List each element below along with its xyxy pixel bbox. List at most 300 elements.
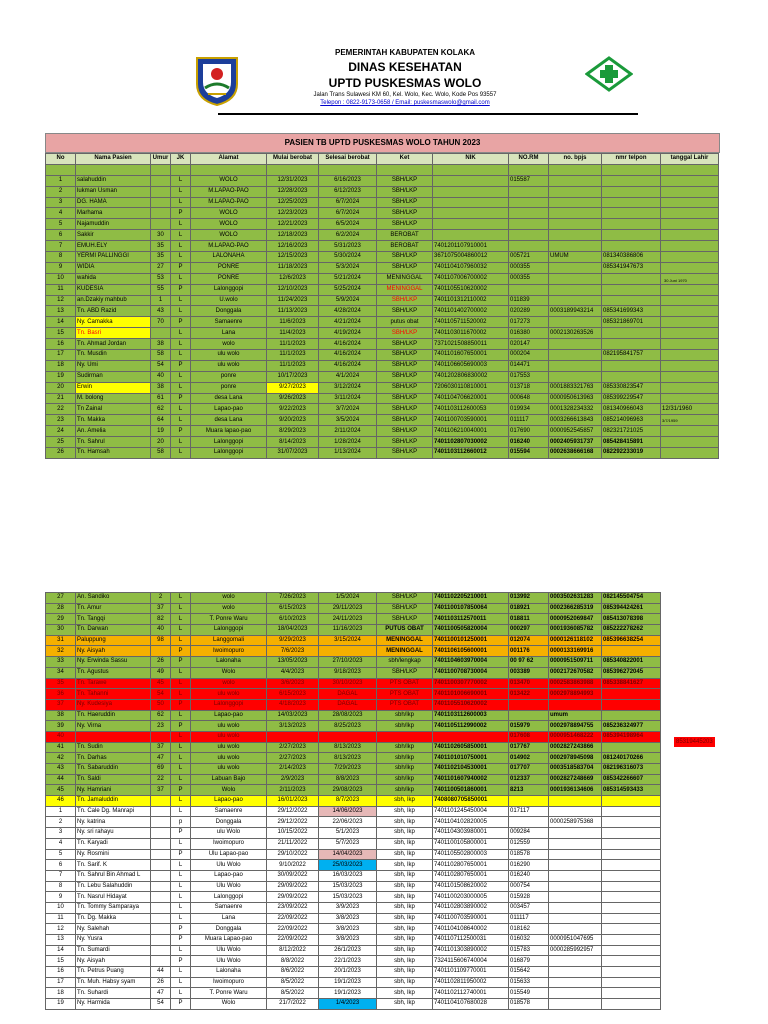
table-cell: 7401101312110002 bbox=[433, 295, 509, 306]
table-cell: 1 bbox=[46, 175, 76, 186]
table-cell: 5/25/2024 bbox=[319, 284, 377, 295]
table-cell: SBH/LKP bbox=[377, 252, 433, 263]
table-cell: desa Lana bbox=[191, 393, 267, 404]
table-cell: 44 bbox=[151, 967, 171, 978]
table-cell: 5/7/2023 bbox=[319, 838, 377, 849]
table-cell: 47 bbox=[151, 988, 171, 999]
table-cell: L bbox=[171, 252, 191, 263]
table-cell: 45 bbox=[46, 785, 76, 796]
table-cell: 7401102803890002 bbox=[433, 902, 509, 913]
table-cell bbox=[151, 945, 171, 956]
table-cell bbox=[602, 806, 661, 817]
table-cell bbox=[171, 164, 191, 175]
table-cell: 16/01/2023 bbox=[267, 796, 319, 807]
table-cell: Tn. Sabaruddin bbox=[76, 764, 151, 775]
table-cell bbox=[549, 295, 602, 306]
table-cell bbox=[661, 437, 719, 448]
table-cell: 8/8/2022 bbox=[267, 956, 319, 967]
table-cell: 1/13/2024 bbox=[319, 448, 377, 459]
table-cell bbox=[602, 838, 661, 849]
table-cell: 4/21/2024 bbox=[319, 317, 377, 328]
table-cell: PTS OBAT bbox=[377, 678, 433, 689]
table-cell: 7401101109770001 bbox=[433, 967, 509, 978]
table-cell bbox=[549, 838, 602, 849]
table-cell: Tn. Sarif. K bbox=[76, 860, 151, 871]
table-cell: 2/14/2023 bbox=[267, 764, 319, 775]
table-cell: 082145504754 bbox=[602, 593, 661, 604]
table-cell bbox=[509, 817, 549, 828]
table-cell: wolo bbox=[191, 593, 267, 604]
table-cell: WIDIA bbox=[76, 262, 151, 273]
puskesmas-logo-icon bbox=[585, 56, 633, 92]
table-cell: L bbox=[171, 241, 191, 252]
contact-link[interactable]: Telepon : 0822-9173-0658 / Email: puskesmaswolo@gmail.com bbox=[320, 100, 490, 106]
table-cell: 82 bbox=[151, 614, 171, 625]
table-cell: Tn. Agustus bbox=[76, 667, 151, 678]
table-cell: 016240 bbox=[509, 437, 549, 448]
table-cell: 7401101010750001 bbox=[433, 753, 509, 764]
table-cell: BEROBAT bbox=[377, 230, 433, 241]
table-cell: ulu wolo bbox=[191, 753, 267, 764]
table-cell: P bbox=[171, 284, 191, 295]
table-cell bbox=[319, 731, 377, 742]
table-cell: 11/6/2023 bbox=[267, 317, 319, 328]
table-cell: 8 bbox=[46, 881, 76, 892]
table-cell: 085394424261 bbox=[602, 603, 661, 614]
table-cell: 13 bbox=[46, 306, 76, 317]
table-cell bbox=[549, 796, 602, 807]
table-cell: 12/28/2023 bbox=[267, 186, 319, 197]
table-cell: 7401100307770002 bbox=[433, 678, 509, 689]
table-row bbox=[46, 284, 719, 295]
table-cell: 6/2/2024 bbox=[319, 230, 377, 241]
table-cell bbox=[151, 924, 171, 935]
table-cell: 38 bbox=[151, 382, 171, 393]
table-cell: DG. HAMA bbox=[76, 197, 151, 208]
table-cell: 14 bbox=[46, 317, 76, 328]
table-cell: L bbox=[171, 197, 191, 208]
table-cell bbox=[602, 935, 661, 946]
table-cell: 085330823547 bbox=[602, 382, 661, 393]
table-cell: 015549 bbox=[509, 988, 549, 999]
table-cell: 016032 bbox=[509, 935, 549, 946]
table-cell: 61 bbox=[151, 393, 171, 404]
table-row bbox=[46, 753, 661, 764]
table-cell: L bbox=[171, 339, 191, 350]
table-cell bbox=[602, 945, 661, 956]
table-row bbox=[46, 219, 719, 230]
table-cell: 30 bbox=[151, 230, 171, 241]
table-cell: 7401101607650001 bbox=[433, 350, 509, 361]
table-cell: Donggala bbox=[191, 817, 267, 828]
table-cell: 0003189943214 bbox=[549, 306, 602, 317]
table-cell bbox=[602, 230, 661, 241]
table-cell: P bbox=[171, 849, 191, 860]
table-cell: 17 bbox=[46, 977, 76, 988]
table-cell: 2/9/2023 bbox=[267, 774, 319, 785]
table-cell bbox=[661, 262, 719, 273]
table-cell: 22/06/2023 bbox=[319, 817, 377, 828]
table-cell: 24 bbox=[46, 426, 76, 437]
table-cell: 62 bbox=[151, 710, 171, 721]
table-cell: L bbox=[171, 764, 191, 775]
table-cell: P bbox=[171, 426, 191, 437]
table-cell: Ny. katrina bbox=[76, 817, 151, 828]
table-row bbox=[46, 208, 719, 219]
table-cell: 19/1/2023 bbox=[319, 988, 377, 999]
table-cell: salahuddin bbox=[76, 175, 151, 186]
table-row bbox=[46, 785, 661, 796]
table-cell: sbh, lkp bbox=[377, 881, 433, 892]
table-cell: 11/1/2023 bbox=[267, 360, 319, 371]
table-cell: Marhama bbox=[76, 208, 151, 219]
table-cell: 69 bbox=[151, 764, 171, 775]
table-cell: sbh, lkp bbox=[377, 988, 433, 999]
table-cell bbox=[661, 208, 719, 219]
table-cell bbox=[151, 913, 171, 924]
table-cell: 22/09/2022 bbox=[267, 924, 319, 935]
table-cell: sbh/lkp bbox=[377, 742, 433, 753]
table-cell: 7401102112740001 bbox=[433, 988, 509, 999]
table-cell bbox=[661, 371, 719, 382]
table-cell: SBH/LKP bbox=[377, 382, 433, 393]
table-cell: 4/28/2024 bbox=[319, 306, 377, 317]
table-row bbox=[46, 230, 719, 241]
table-cell: Tn. Amur bbox=[76, 603, 151, 614]
table-cell: sbh, lkp bbox=[377, 956, 433, 967]
table-cell: 014902 bbox=[509, 753, 549, 764]
table-cell: 016380 bbox=[509, 328, 549, 339]
column-header: No bbox=[46, 154, 76, 165]
table-cell: Ny. Salehah bbox=[76, 924, 151, 935]
table-cell: Muara Lapao-pao bbox=[191, 935, 267, 946]
table-cell: 36 bbox=[46, 689, 76, 700]
table-cell: 018578 bbox=[509, 999, 549, 1010]
table-cell: 7401102807030002 bbox=[433, 437, 509, 448]
table-cell: L bbox=[171, 678, 191, 689]
column-header: tanggal Lahir bbox=[661, 154, 719, 165]
table-cell: Tn. Saldi bbox=[76, 774, 151, 785]
table-cell: L bbox=[171, 806, 191, 817]
table-cell: 082292233019 bbox=[602, 448, 661, 459]
table-cell: 085428415891 bbox=[602, 437, 661, 448]
table-cell: 9/10/2022 bbox=[267, 860, 319, 871]
table-cell: 6/10/2023 bbox=[267, 614, 319, 625]
table-cell bbox=[661, 219, 719, 230]
table-cell: 6/15/2023 bbox=[267, 603, 319, 614]
table-cell: 34 bbox=[46, 667, 76, 678]
table-cell: 11/18/2023 bbox=[267, 262, 319, 273]
table-cell: 7401101508620002 bbox=[433, 881, 509, 892]
table-cell: BEROBAT bbox=[377, 241, 433, 252]
table-cell: 26/1/2023 bbox=[319, 945, 377, 956]
table-cell bbox=[602, 881, 661, 892]
table-cell: 17 bbox=[46, 350, 76, 361]
table-cell: SBH/LKP bbox=[377, 360, 433, 371]
table-cell: 7401102104530001 bbox=[433, 764, 509, 775]
table-cell: sbh, lkp bbox=[377, 902, 433, 913]
table-cell bbox=[602, 870, 661, 881]
table-cell: 7401101303890002 bbox=[433, 945, 509, 956]
letterhead bbox=[0, 0, 768, 130]
table-cell: 000648 bbox=[509, 393, 549, 404]
table-cell: 2/11/2023 bbox=[267, 785, 319, 796]
column-header: Mulai berobat bbox=[267, 154, 319, 165]
table-cell: Lapao-pao bbox=[191, 870, 267, 881]
table-cell: 2 bbox=[46, 186, 76, 197]
table-cell: 58 bbox=[151, 350, 171, 361]
table-cell: Ny. Harmida bbox=[76, 999, 151, 1010]
table-cell: SBH/LKP bbox=[377, 306, 433, 317]
table-cell: 38 bbox=[151, 339, 171, 350]
table-cell: L bbox=[171, 967, 191, 978]
table-cell: sbh, lkp bbox=[377, 817, 433, 828]
table-cell: P bbox=[171, 360, 191, 371]
table-cell: 7401103112660012 bbox=[433, 448, 509, 459]
table-cell: 7401101607940002 bbox=[433, 774, 509, 785]
table-cell: 22/1/2023 bbox=[319, 956, 377, 967]
table-cell: L bbox=[171, 988, 191, 999]
table-cell: 12/21/2023 bbox=[267, 219, 319, 230]
table-cell: wolo bbox=[191, 603, 267, 614]
table-cell: 7401104107960032 bbox=[433, 262, 509, 273]
table-row bbox=[46, 977, 661, 988]
table-cell: 7401102807650001 bbox=[433, 860, 509, 871]
column-header: Nama Pasien bbox=[76, 154, 151, 165]
table-cell: 6/5/2024 bbox=[319, 219, 377, 230]
table-cell bbox=[433, 731, 509, 742]
table-cell: 085338841627 bbox=[602, 678, 661, 689]
table-row bbox=[46, 426, 719, 437]
table-cell bbox=[549, 999, 602, 1010]
table-cell: sbh, lkp bbox=[377, 806, 433, 817]
table-cell bbox=[602, 699, 661, 710]
table-cell: L bbox=[171, 593, 191, 604]
table-cell: 9/20/2023 bbox=[267, 415, 319, 426]
table-row bbox=[46, 924, 661, 935]
table-cell bbox=[602, 371, 661, 382]
table-cell: 11/24/2023 bbox=[267, 295, 319, 306]
table-cell: 33 bbox=[46, 657, 76, 668]
table-cell: Donggala bbox=[191, 306, 267, 317]
table-cell: 7401101402700002 bbox=[433, 306, 509, 317]
table-row bbox=[46, 689, 661, 700]
table-cell: 41 bbox=[46, 742, 76, 753]
table-cell: MENINGGAL bbox=[377, 635, 433, 646]
table-cell: 082196316073 bbox=[602, 764, 661, 775]
table-cell: 18/04/2023 bbox=[267, 625, 319, 636]
table-cell: 001176 bbox=[509, 646, 549, 657]
table-cell: Lalonaha bbox=[191, 657, 267, 668]
table-row bbox=[46, 764, 661, 775]
table-cell: Ulu Wolo bbox=[191, 945, 267, 956]
table-cell: 011839 bbox=[509, 295, 549, 306]
table-row bbox=[46, 339, 719, 350]
table-cell: 26 bbox=[151, 977, 171, 988]
table-cell bbox=[602, 689, 661, 700]
table-cell: 27 bbox=[151, 262, 171, 273]
table-cell: 2 bbox=[46, 817, 76, 828]
table-cell: PTS OBAT bbox=[377, 689, 433, 700]
table-cell: SBH/LKP bbox=[377, 393, 433, 404]
table-cell: sbh, lkp bbox=[377, 860, 433, 871]
table-cell: 7401100203000005 bbox=[433, 892, 509, 903]
table-cell: 11/4/2023 bbox=[267, 328, 319, 339]
table-cell: 0002172670582 bbox=[549, 667, 602, 678]
table-row bbox=[46, 731, 661, 742]
table-row bbox=[46, 935, 661, 946]
table-cell: 12/18/2023 bbox=[267, 230, 319, 241]
table-cell bbox=[151, 892, 171, 903]
table-cell: 29/09/2022 bbox=[267, 892, 319, 903]
table-cell: Lalonaha bbox=[191, 967, 267, 978]
table-cell: ulu Wolo bbox=[191, 828, 267, 839]
table-cell: 40 bbox=[46, 731, 76, 742]
table-cell: 38 bbox=[46, 710, 76, 721]
table-cell: Wolo bbox=[191, 785, 267, 796]
table-cell: 8 bbox=[46, 252, 76, 263]
table-cell: 0000950613963 bbox=[549, 393, 602, 404]
table-row bbox=[46, 742, 661, 753]
table-cell: L bbox=[171, 774, 191, 785]
table-cell: Samaenre bbox=[191, 317, 267, 328]
table-cell: L bbox=[171, 635, 191, 646]
table-cell: 10 bbox=[46, 902, 76, 913]
table-cell bbox=[509, 699, 549, 710]
table-cell: 0001328234332 bbox=[549, 404, 602, 415]
table-cell: P bbox=[171, 721, 191, 732]
table-cell: 4/19/2024 bbox=[319, 328, 377, 339]
table-cell: 020289 bbox=[509, 306, 549, 317]
table-cell: 12/16/2023 bbox=[267, 241, 319, 252]
table-cell: 085342266607 bbox=[602, 774, 661, 785]
table-cell: L bbox=[171, 860, 191, 871]
table-cell: desa Lana bbox=[191, 415, 267, 426]
table-cell: 8/6/2022 bbox=[267, 967, 319, 978]
table-cell: Labuan Bajo bbox=[191, 774, 267, 785]
table-cell: 081240170266 bbox=[602, 753, 661, 764]
table-cell bbox=[549, 977, 602, 988]
table-cell bbox=[602, 967, 661, 978]
table-cell: Tn. Tahanni bbox=[76, 689, 151, 700]
table-row bbox=[46, 186, 719, 197]
table-row bbox=[46, 849, 661, 860]
table-cell: 2/27/2023 bbox=[267, 753, 319, 764]
table-cell: 43 bbox=[46, 764, 76, 775]
table-cell bbox=[549, 892, 602, 903]
table-cell: Muara lapao-pao bbox=[191, 426, 267, 437]
table-row bbox=[46, 646, 661, 657]
table-cell bbox=[509, 197, 549, 208]
table-cell bbox=[509, 241, 549, 252]
table-cell bbox=[549, 902, 602, 913]
table-cell: Tn. Lebu Salahuddin bbox=[76, 881, 151, 892]
table-cell: 000297 bbox=[509, 625, 549, 636]
table-cell: PONRE bbox=[191, 262, 267, 273]
table-cell: 7401107112500031 bbox=[433, 935, 509, 946]
table-cell bbox=[661, 241, 719, 252]
table-cell: sbh, lkp bbox=[377, 892, 433, 903]
table-row bbox=[46, 252, 719, 263]
table-cell: L bbox=[171, 306, 191, 317]
table-cell bbox=[549, 828, 602, 839]
table-cell: Langgomali bbox=[191, 635, 267, 646]
table-cell: 14 bbox=[46, 945, 76, 956]
table-cell: 11/1/2023 bbox=[267, 350, 319, 361]
table-cell: 7401104108640002 bbox=[433, 924, 509, 935]
table-cell: sbh, lkp bbox=[377, 796, 433, 807]
table-cell: L bbox=[171, 230, 191, 241]
table-cell: 7206030110810001 bbox=[433, 382, 509, 393]
table-cell: 0003518583704 bbox=[549, 764, 602, 775]
table-cell: 7401106105600001 bbox=[433, 646, 509, 657]
table-cell: 0000951468222 bbox=[549, 731, 602, 742]
table-cell: sbh, lkp bbox=[377, 945, 433, 956]
table-cell bbox=[151, 817, 171, 828]
table-cell: 9/27/2023 bbox=[267, 382, 319, 393]
table-cell: 6/12/2023 bbox=[319, 186, 377, 197]
table-row bbox=[46, 437, 719, 448]
table-cell: 8/8/2023 bbox=[319, 774, 377, 785]
table-cell: 15/03/2023 bbox=[319, 881, 377, 892]
table-cell bbox=[661, 197, 719, 208]
table-cell bbox=[509, 186, 549, 197]
table-cell bbox=[602, 241, 661, 252]
table-cell: Tn. Darwan bbox=[76, 625, 151, 636]
table-cell bbox=[602, 796, 661, 807]
table-cell: 23 bbox=[151, 721, 171, 732]
table-cell bbox=[661, 426, 719, 437]
table-cell: 7401101006690001 bbox=[433, 689, 509, 700]
table-cell: 37 bbox=[46, 699, 76, 710]
table-cell: P bbox=[171, 935, 191, 946]
table-cell bbox=[549, 881, 602, 892]
table-cell: Ulu Lapao-pao bbox=[191, 849, 267, 860]
table-cell: 1/4/2023 bbox=[319, 999, 377, 1010]
table-cell: 0002405931737 bbox=[549, 437, 602, 448]
table-cell: 085399229547 bbox=[602, 393, 661, 404]
table-cell: Tn. Karyadi bbox=[76, 838, 151, 849]
table-cell: 013470 bbox=[509, 678, 549, 689]
table-cell: Donggala bbox=[191, 924, 267, 935]
table-cell: 018921 bbox=[509, 603, 549, 614]
table-cell bbox=[602, 977, 661, 988]
table-cell bbox=[602, 902, 661, 913]
table-cell: 8/13/2023 bbox=[319, 742, 377, 753]
table-cell: L bbox=[171, 295, 191, 306]
table-cell bbox=[549, 241, 602, 252]
table-cell: ponre bbox=[191, 382, 267, 393]
table-cell bbox=[602, 339, 661, 350]
table-cell: L bbox=[171, 350, 191, 361]
table-cell: SBH/LKP bbox=[377, 219, 433, 230]
table-cell: P bbox=[171, 956, 191, 967]
table-cell: P bbox=[171, 924, 191, 935]
table-cell bbox=[602, 742, 661, 753]
table-cell: UMUM bbox=[549, 252, 602, 263]
table-cell: 7401100105800001 bbox=[433, 838, 509, 849]
table-cell: Ny. Erwinda Sassu bbox=[76, 657, 151, 668]
table-cell: SBH/LKP bbox=[377, 350, 433, 361]
table-cell: L bbox=[171, 689, 191, 700]
table-cell bbox=[151, 197, 171, 208]
table-row bbox=[46, 956, 661, 967]
table-cell: 7401103112570011 bbox=[433, 614, 509, 625]
table-row bbox=[46, 657, 661, 668]
table-cell: Lalonggopi bbox=[191, 699, 267, 710]
table-cell: 0002130263526 bbox=[549, 328, 602, 339]
table-cell: Tn. Musdin bbox=[76, 350, 151, 361]
